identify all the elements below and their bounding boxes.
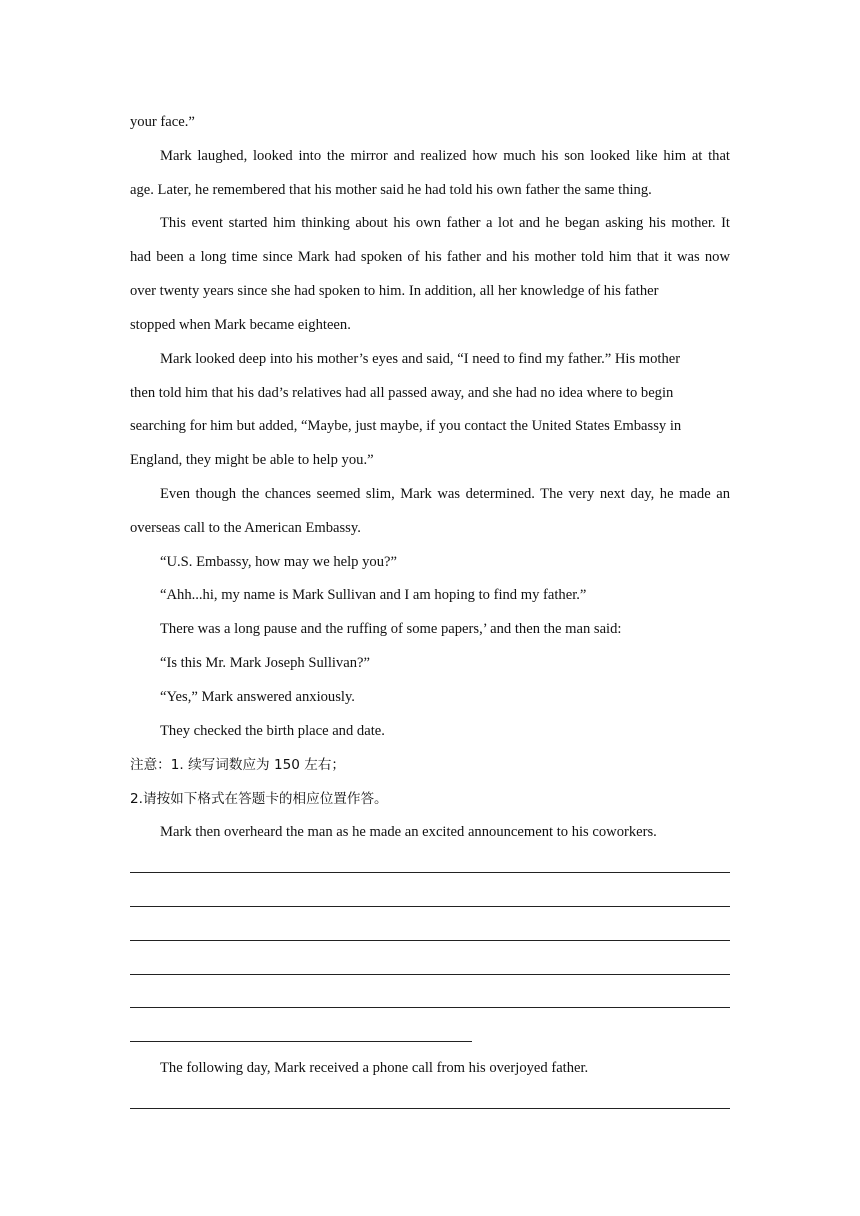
passage-line: This event started him thinking about his own father a lot and he began asking his mother. It	[160, 215, 730, 231]
dialogue-line: “Ahh...hi, my name is Mark Sullivan and I am hoping to find my father.”	[160, 587, 587, 603]
passage-line: your face.”	[130, 114, 195, 130]
passage-line: then told him that his dad’s relatives had all passed away, and she had no idea where to begin	[130, 385, 674, 401]
passage-line: Mark laughed, looked into the mirror and realized how much his son looked like him at that	[160, 148, 730, 164]
dialogue-line: “Yes,” Mark answered anxiously.	[160, 689, 355, 705]
note-word-count: 注意：1. 续写词数应为 150 左右；	[130, 757, 346, 773]
answer-line[interactable]	[130, 940, 730, 941]
answer-line[interactable]	[130, 906, 730, 907]
passage-line: searching for him but added, “Maybe, just maybe, if you contact the United States Embassy in	[130, 418, 682, 434]
answer-line[interactable]	[130, 1007, 730, 1008]
passage-line: had been a long time since Mark had spoken of his father and his mother told him that it was now	[130, 249, 730, 265]
passage-line: They checked the birth place and date.	[160, 723, 385, 739]
passage-line: Mark looked deep into his mother’s eyes and said, “I need to find my father.” His mother	[160, 351, 681, 367]
passage-line: Even though the chances seemed slim, Mark was determined. The very next day, he made an	[160, 486, 730, 502]
answer-line[interactable]	[130, 1108, 730, 1109]
paragraph1-prompt: Mark then overheard the man as he made an excited announcement to his coworkers.	[160, 824, 657, 840]
dialogue-line: “Is this Mr. Mark Joseph Sullivan?”	[160, 655, 370, 671]
passage-line: age. Later, he remembered that his mother said he had told his own father the same thing.	[130, 182, 652, 198]
passage-line: stopped when Mark became eighteen.	[130, 317, 351, 333]
paragraph2-prompt: The following day, Mark received a phone call from his overjoyed father.	[160, 1060, 589, 1076]
answer-line[interactable]	[130, 1041, 472, 1042]
passage-line: There was a long pause and the ruffing of some papers,’ and then the man said:	[160, 621, 622, 637]
answer-line[interactable]	[130, 872, 730, 873]
passage-line: over twenty years since she had spoken to him. In addition, all her knowledge of his father	[130, 283, 659, 299]
note-answer-format: 2.请按如下格式在答题卡的相应位置作答。	[130, 791, 388, 807]
passage-line: overseas call to the American Embassy.	[130, 520, 361, 536]
answer-line[interactable]	[130, 974, 730, 975]
passage-line: England, they might be able to help you.”	[130, 452, 374, 468]
dialogue-line: “U.S. Embassy, how may we help you?”	[160, 554, 397, 570]
